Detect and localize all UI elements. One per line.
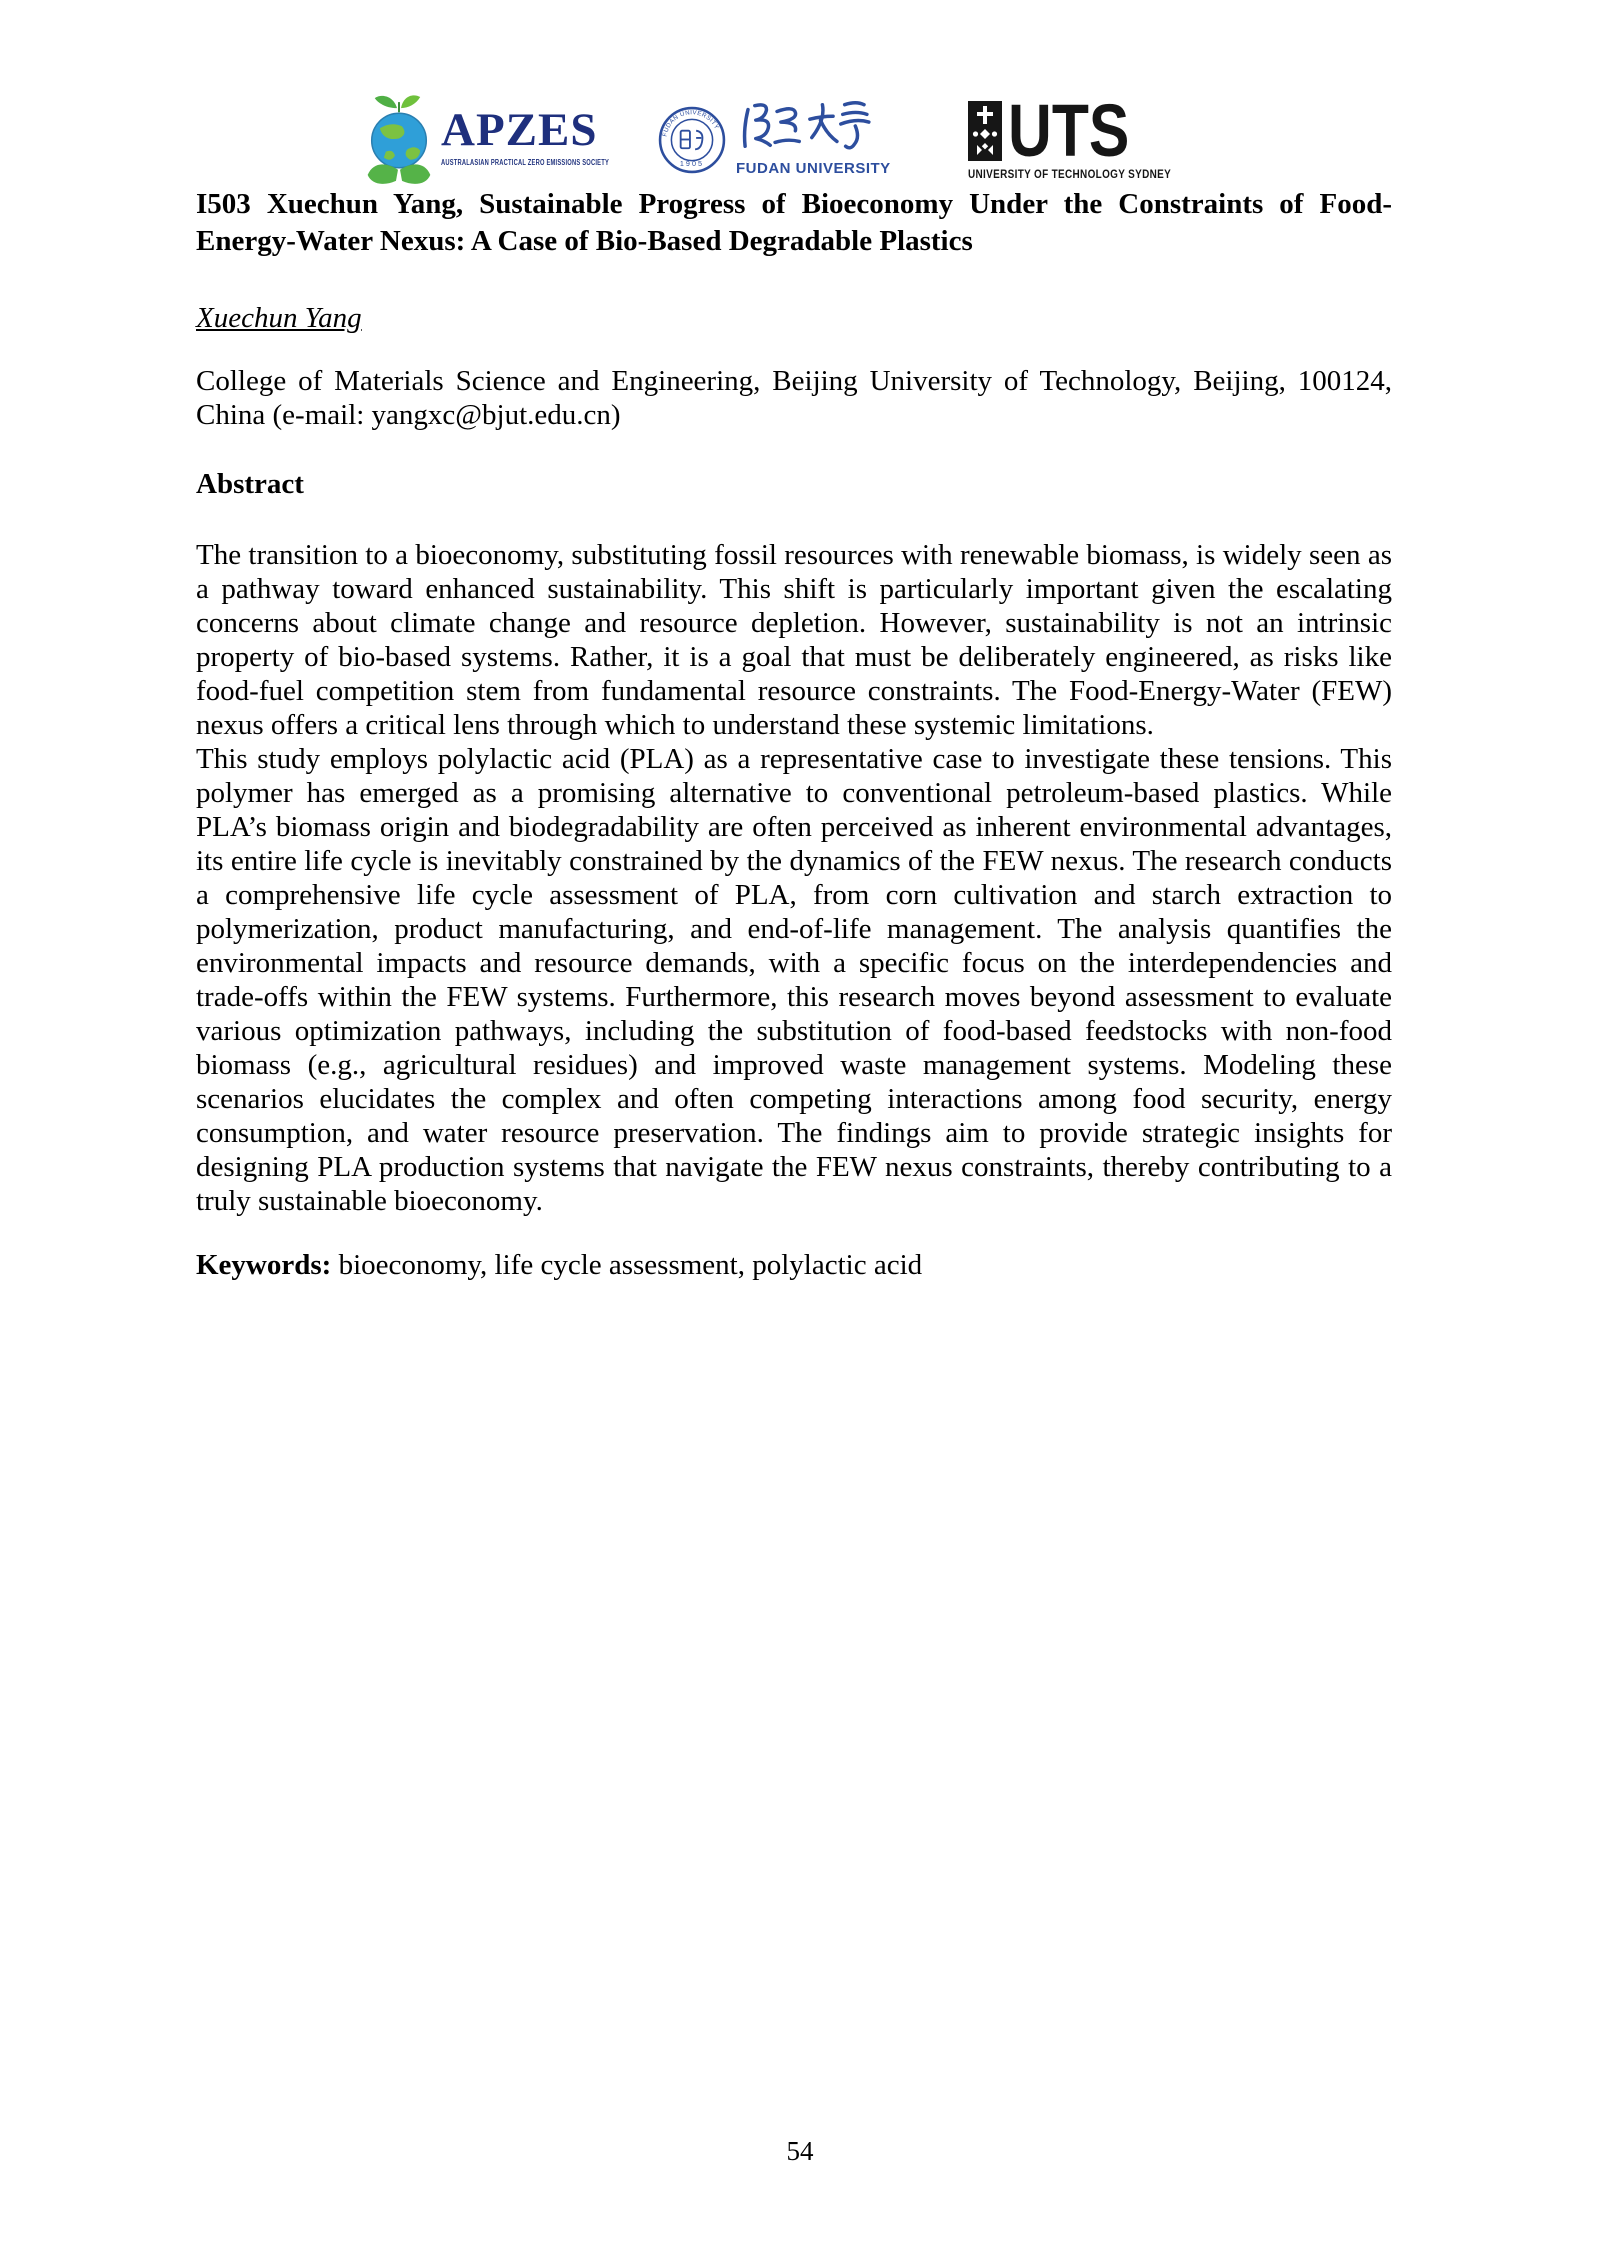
fudan-wordmark: FUDAN UNIVERSITY — [736, 160, 891, 177]
apzes-wordmark: APZES — [441, 104, 598, 156]
keywords-text: bioeconomy, life cycle assessment, polylactic acid — [338, 1249, 923, 1281]
abstract-body — [196, 538, 1392, 1218]
uts-logo — [968, 89, 1213, 181]
abstract-paragraph: The transition to a bioeconomy, substituting fossil resources with renewable biomass, is widely seen as a pathway toward enhanced sustainability. This shift is particularly important given the escalating concerns about climate change and resource depletion. However, sustainability is not an intrinsic property of bio-based systems. Rather, it is a goal that must be deliberately engineered, as risks like food-fuel competition stem from fundamental resource constraints. The Food-Energy-Water (FEW) nexus offers a critical lens through which to understand these systemic limitations. — [196, 539, 1392, 741]
keywords-label: Keywords: — [196, 1249, 332, 1281]
apzes-globe-icon — [363, 92, 435, 188]
uts-tagline: UNIVERSITY OF TECHNOLOGY SYDNEY — [968, 167, 1172, 181]
fudan-seal-top-text: FUDAN UNIVERSITY — [661, 109, 721, 138]
affiliation: College of Materials Science and Engineering, Beijing University of Technology, Beijing, 100124, China (e-mail: yangxc@bjut.edu.cn) — [196, 365, 1392, 431]
fudan-seal-icon — [658, 106, 726, 174]
author-name: Xuechun Yang — [196, 302, 362, 334]
page-number: 54 — [786, 2136, 814, 2166]
fudan-logo — [658, 96, 891, 188]
uts-wordmark: UTS — [1008, 89, 1130, 172]
keywords — [196, 1249, 1392, 1282]
fudan-seal-year: 1905 — [679, 158, 705, 168]
uts-emblem-icon — [968, 101, 1002, 161]
abstract-paragraph: This study employs polylactic acid (PLA) as a representative case to investigate these tensions. This polymer has emerged as a promising alternative to conventional petroleum-based plastics. While PLA’s biomass origin and biodegradability are often perceived as inherent environmental advantages, its entire life cycle is inevitably constrained by the dynamics of the FEW nexus. The research conducts a comprehensive life cycle assessment of PLA, from corn cultivation and starch extraction to polymerization, product manufacturing, and end-of-life management. The analysis quantifies the environmental impacts and resource demands, with a specific focus on the interdependencies and trade-offs within the FEW systems. Furthermore, this research moves beyond assessment to evaluate various optimization pathways, including the substitution of food-based feedstocks with non-food biomass (e.g., agricultural residues) and improved waste management systems. Modeling these scenarios elucidates the complex and often competing interactions among food security, energy consumption, and water resource preservation. The findings aim to provide strategic insights for designing PLA production systems that navigate the FEW nexus constraints, thereby contributing to a truly sustainable bioeconomy. — [196, 743, 1392, 1217]
abstract-heading: Abstract — [196, 468, 304, 500]
paper-title: I503 Xuechun Yang, Sustainable Progress of Bioeconomy Under the Constraints of Food-Energy-Water Nexus: A Case of Bio-Based Degradable Plastics — [196, 188, 1392, 257]
apzes-tagline: AUSTRALASIAN PRACTICAL ZERO EMISSIONS SOCIETY — [441, 158, 610, 167]
fudan-chinese-calligraphy — [736, 96, 876, 154]
apzes-logo — [363, 92, 674, 190]
